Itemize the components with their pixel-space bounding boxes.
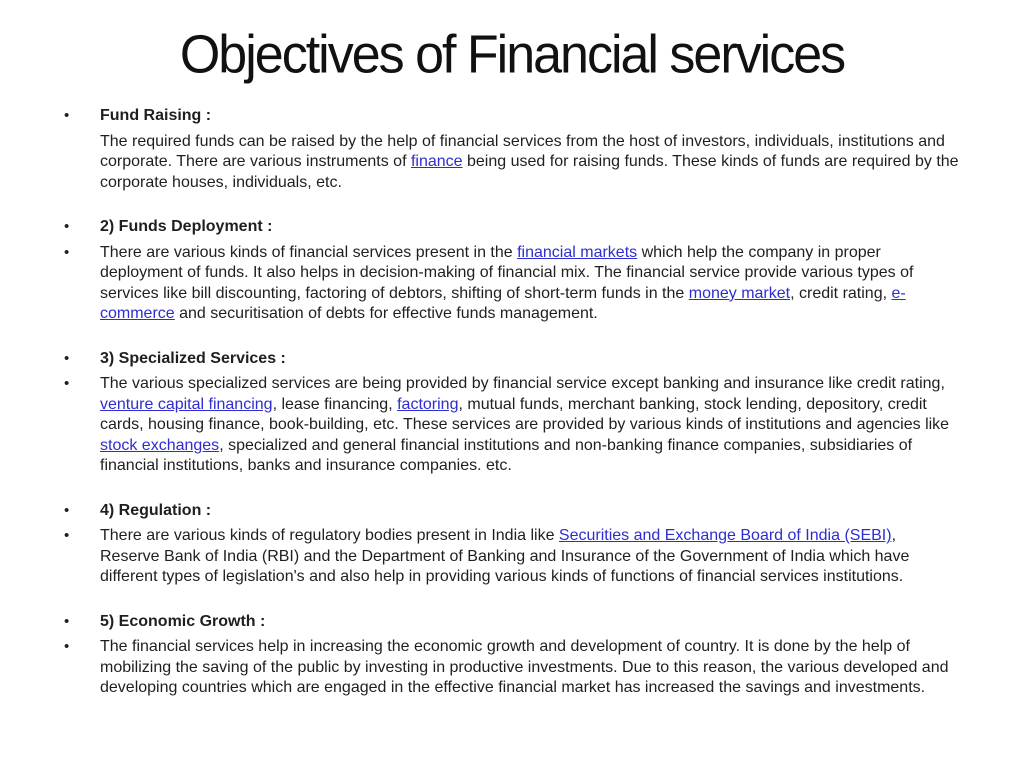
text-segment: There are various kinds of regulatory bodies present in India like xyxy=(100,527,559,544)
paragraph-row xyxy=(64,132,960,194)
paragraph-row xyxy=(64,243,960,325)
bullet-icon: • xyxy=(64,375,70,392)
section-paragraph xyxy=(100,243,960,325)
bullet-icon: • xyxy=(64,349,70,367)
slide-body xyxy=(64,106,960,699)
hyperlink-factoring[interactable]: factoring xyxy=(397,395,459,413)
text-segment: , credit rating, xyxy=(790,284,892,302)
hyperlink-financial-markets[interactable]: financial markets xyxy=(517,243,638,261)
hyperlink-finance[interactable]: finance xyxy=(410,153,463,170)
heading-row xyxy=(64,106,960,127)
bullet-icon: • xyxy=(64,107,70,124)
bullet-icon: • xyxy=(64,527,70,544)
bullet-icon: • xyxy=(64,218,70,235)
hyperlink-stock-exchanges[interactable]: stock exchanges xyxy=(100,436,220,454)
section-regulation xyxy=(64,501,960,588)
section-heading: 4) Regulation : xyxy=(100,501,212,519)
text-segment: The various specialized services are being provided by financial service except banking and insurance like credit rating, xyxy=(100,375,945,392)
paragraph-row xyxy=(64,637,960,699)
hyperlink-securities-and-exchange-board-of-india-sebi[interactable]: Securities and Exchange Board of India (SEBI) xyxy=(558,527,892,544)
text-segment: There are various kinds of financial services present in the xyxy=(100,243,518,261)
text-segment: , specialized and general financial institutions and non-banking finance companies, subsidiaries of financial institutions, banks and insurance companies. etc. xyxy=(100,436,913,474)
bullet-icon: • xyxy=(64,243,70,261)
text-segment: , mutual funds, merchant banking, stock lending, depository, credit cards, housing finance, book-building, etc. These services are provided by various kinds of institutions and agencies like xyxy=(100,395,950,433)
section-heading: 2) Funds Deployment : xyxy=(100,218,273,235)
section-heading: Fund Raising : xyxy=(100,107,212,124)
slide-title: Objectives of Financial services xyxy=(179,24,845,86)
hyperlink-venture-capital-financing[interactable]: venture capital financing xyxy=(100,395,273,413)
section-paragraph xyxy=(100,526,960,588)
section-paragraph xyxy=(100,374,960,477)
heading-row xyxy=(64,349,960,370)
text-segment: , lease financing, xyxy=(272,395,398,413)
text-segment: which help the company in proper deployment of funds. It also helps in decision-making of financial mix. The financial service provide various types of services like bill discounting, factoring of debtors, shifting of short-term funds in the xyxy=(100,243,914,302)
text-segment: and securitisation of debts for effective funds management. xyxy=(174,305,598,322)
text-segment: The required funds can be raised by the help of financial services from the host of investors, individuals, institutions and corporate. There are various instruments of xyxy=(100,132,945,170)
section-heading: 3) Specialized Services : xyxy=(100,349,286,367)
section-paragraph xyxy=(100,637,960,699)
paragraph-row xyxy=(64,374,960,477)
section-funds-deployment xyxy=(64,217,960,325)
hyperlink-money-market[interactable]: money market xyxy=(688,284,791,302)
text-segment: , Reserve Bank of India (RBI) and the Department of Banking and Insurance of the Government of India which have different types of legislation's and also help in providing various kinds of functions of financial services institutions. xyxy=(100,527,910,585)
section-economic-growth xyxy=(64,612,960,699)
bullet-icon: • xyxy=(64,612,70,630)
section-fund-raising xyxy=(64,106,960,193)
text-segment: The financial services help in increasing the economic growth and development of country. It is done by the help of mobilizing the saving of the public by investing in productive investments. Due to this reason, the various developed and developing countries which are engaged in the effective financial market has increased the savings and investments. xyxy=(100,638,949,696)
text-segment: being used for raising funds. These kinds of funds are required by the corporate houses, individuals, etc. xyxy=(100,153,959,191)
section-heading: 5) Economic Growth : xyxy=(100,612,266,630)
bullet-icon: • xyxy=(64,501,70,519)
paragraph-row xyxy=(64,526,960,588)
heading-row xyxy=(64,612,960,633)
bullet-icon: • xyxy=(64,638,70,655)
section-specialized-services xyxy=(64,349,960,477)
heading-row xyxy=(64,501,960,522)
hyperlink-e-commerce[interactable]: e-commerce xyxy=(100,284,906,322)
heading-row xyxy=(64,217,960,238)
section-paragraph xyxy=(100,132,960,194)
